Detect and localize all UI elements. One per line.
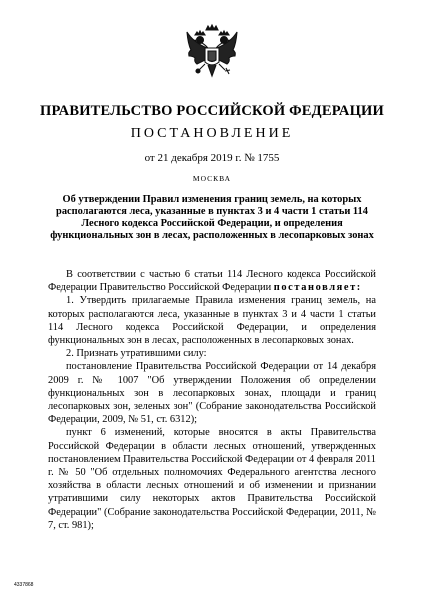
intro-paragraph — [48, 268, 376, 294]
item-2b: пункт 6 изменений, которые вносятся в акты Правительства Российской Федерации в области лесных отношений, утвержденных постановлением Правительства Российской Федерации от 4 февраля 2011 г. № 50 "Об отдельных полномочиях Федерального агентства лесного хозяйства в области лесных отношений и об изменении и признании утратившими силу некоторых актов Правительства Российской Федерации" (Собрание законодательства Российской Федерации, 2011, № 7, ст. 981); — [48, 427, 376, 531]
decree-word: постановляет: — [273, 282, 362, 294]
document-body — [48, 268, 376, 532]
item-2: 2. Признать утратившими силу: — [66, 348, 207, 360]
document-code: 4337868 — [14, 582, 34, 588]
government-title: ПРАВИТЕЛЬСТВО РОССИЙСКОЙ ФЕДЕРАЦИИ — [39, 103, 385, 119]
intro-text: В соответствии с частью 6 статьи 114 Лесного кодекса Российской Федерации Правительство Российской Федерации — [48, 269, 376, 294]
item-2a: постановление Правительства Российской Федерации от 14 декабря 2009 г. № 1007 "Об утверждении Положения об определении функциональных зон в лесопарковых зонах, площади и границ лесопарковых зон, зеленых зон" (Собрание законодательства Российской Федерации, 2009, № 51, ст. 6312); — [48, 361, 376, 426]
coat-of-arms-icon — [185, 22, 239, 82]
item-1: 1. Утвердить прилагаемые Правила изменения границ земель, на которых располагаются леса, указанные в пунктах 3 и 4 части 1 статьи 114 Лесного кодекса Российской Федерации, и определения функциональных зон в лесах, расположенных в лесопарковых зонах. — [48, 295, 376, 347]
document-subject: Об утверждении Правил изменения границ земель, на которых располагаются леса, указанные в пунктах 3 и 4 части 1 статьи 114 Лесного кодекса Российской Федерации, и определения функциональных зон в лесах, расположенных в лесопарковых зонах — [50, 194, 374, 241]
city: МОСКВА — [192, 174, 232, 183]
date-and-number: от 21 декабря 2019 г. № 1755 — [144, 152, 280, 164]
document-type: ПОСТАНОВЛЕНИЕ — [130, 126, 294, 141]
